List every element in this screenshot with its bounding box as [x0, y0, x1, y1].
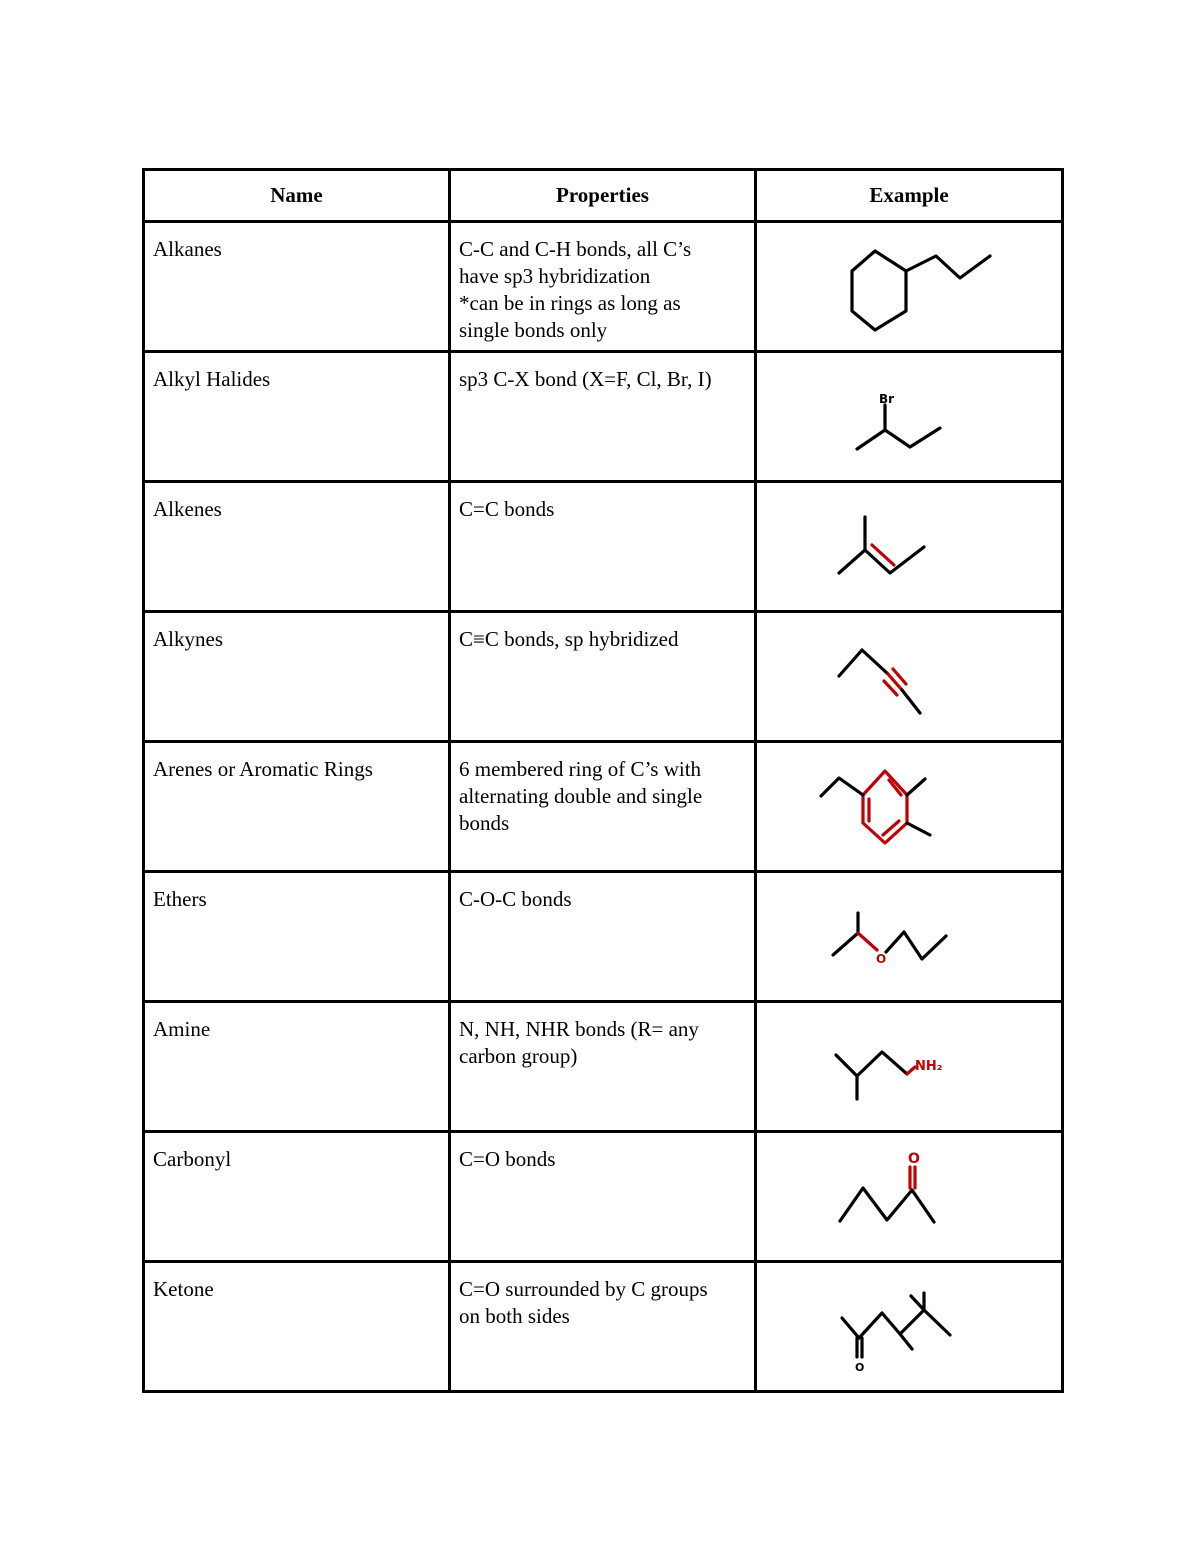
table-row — [144, 1132, 1063, 1262]
table-row — [144, 482, 1063, 612]
example-cell — [756, 1132, 1063, 1262]
table-row — [144, 612, 1063, 742]
row-name: Alkyl Halides — [153, 367, 271, 391]
methyl-butene-structure — [757, 483, 1063, 610]
name-cell — [144, 1132, 450, 1262]
bromine-label: Br — [879, 392, 895, 406]
row-properties: C=O bonds — [459, 1147, 556, 1171]
example-cell — [756, 222, 1063, 352]
table-row — [144, 222, 1063, 352]
properties-cell — [450, 1262, 756, 1392]
name-cell — [144, 612, 450, 742]
table-row — [144, 352, 1063, 482]
name-cell — [144, 1002, 450, 1132]
pentyne-structure — [757, 613, 1063, 740]
example-cell — [756, 872, 1063, 1002]
example-cell — [756, 1262, 1063, 1392]
pentanone-structure — [757, 1133, 1063, 1260]
row-name: Alkanes — [153, 237, 222, 261]
name-cell — [144, 482, 450, 612]
table-row — [144, 1002, 1063, 1132]
properties-cell — [450, 1132, 756, 1262]
table-row — [144, 742, 1063, 872]
cyclohexyl-propane-structure — [757, 223, 1063, 350]
properties-cell — [450, 482, 756, 612]
name-cell — [144, 742, 450, 872]
row-name: Alkenes — [153, 497, 222, 521]
name-cell — [144, 222, 450, 352]
example-cell — [756, 742, 1063, 872]
bromobutane-structure — [757, 353, 1063, 480]
row-properties: sp3 C-X bond (X=F, Cl, Br, I) — [459, 367, 712, 391]
header-example: Example — [756, 170, 1063, 222]
oxygen-label: O — [855, 1361, 865, 1374]
name-cell — [144, 352, 450, 482]
properties-cell — [450, 1002, 756, 1132]
row-properties: C-C and C-H bonds, all C’s have sp3 hybridization *can be in rings as long as single bonds only — [459, 237, 692, 342]
name-cell — [144, 1262, 450, 1392]
row-properties: C≡C bonds, sp hybridized — [459, 627, 679, 651]
table-row — [144, 1262, 1063, 1392]
isopropyl-propyl-ether-structure — [757, 873, 1063, 1000]
dimethylhexanone-structure — [757, 1263, 1063, 1390]
properties-cell — [450, 222, 756, 352]
table-row — [144, 872, 1063, 1002]
methylbutylamine-structure — [757, 1003, 1063, 1130]
row-name: Carbonyl — [153, 1147, 232, 1171]
row-name: Amine — [153, 1017, 211, 1041]
row-properties: C=C bonds — [459, 497, 555, 521]
properties-cell — [450, 742, 756, 872]
example-cell — [756, 612, 1063, 742]
example-cell — [756, 352, 1063, 482]
table-header-row — [144, 170, 1063, 222]
row-name: Ethers — [153, 887, 207, 911]
row-properties: N, NH, NHR bonds (R= any carbon group) — [459, 1017, 699, 1068]
functional-groups-table — [142, 168, 1064, 1393]
properties-cell — [450, 872, 756, 1002]
row-properties: 6 membered ring of C’s with alternating double and single bonds — [459, 757, 703, 835]
oxygen-label: O — [908, 1151, 920, 1167]
row-properties: C=O surrounded by C groups on both sides — [459, 1277, 708, 1328]
row-name: Arenes or Aromatic Rings — [153, 757, 373, 781]
properties-cell — [450, 612, 756, 742]
row-name: Alkynes — [153, 627, 223, 651]
header-properties: Properties — [450, 170, 756, 222]
example-cell — [756, 1002, 1063, 1132]
header-name: Name — [144, 170, 450, 222]
example-cell — [756, 482, 1063, 612]
oxygen-label: O — [876, 952, 887, 966]
row-properties: C-O-C bonds — [459, 887, 572, 911]
name-cell — [144, 872, 450, 1002]
properties-cell — [450, 352, 756, 482]
amine-group-label: NH₂ — [915, 1059, 943, 1074]
ethyl-dimethylbenzene-structure — [757, 743, 1063, 870]
row-name: Ketone — [153, 1277, 214, 1301]
